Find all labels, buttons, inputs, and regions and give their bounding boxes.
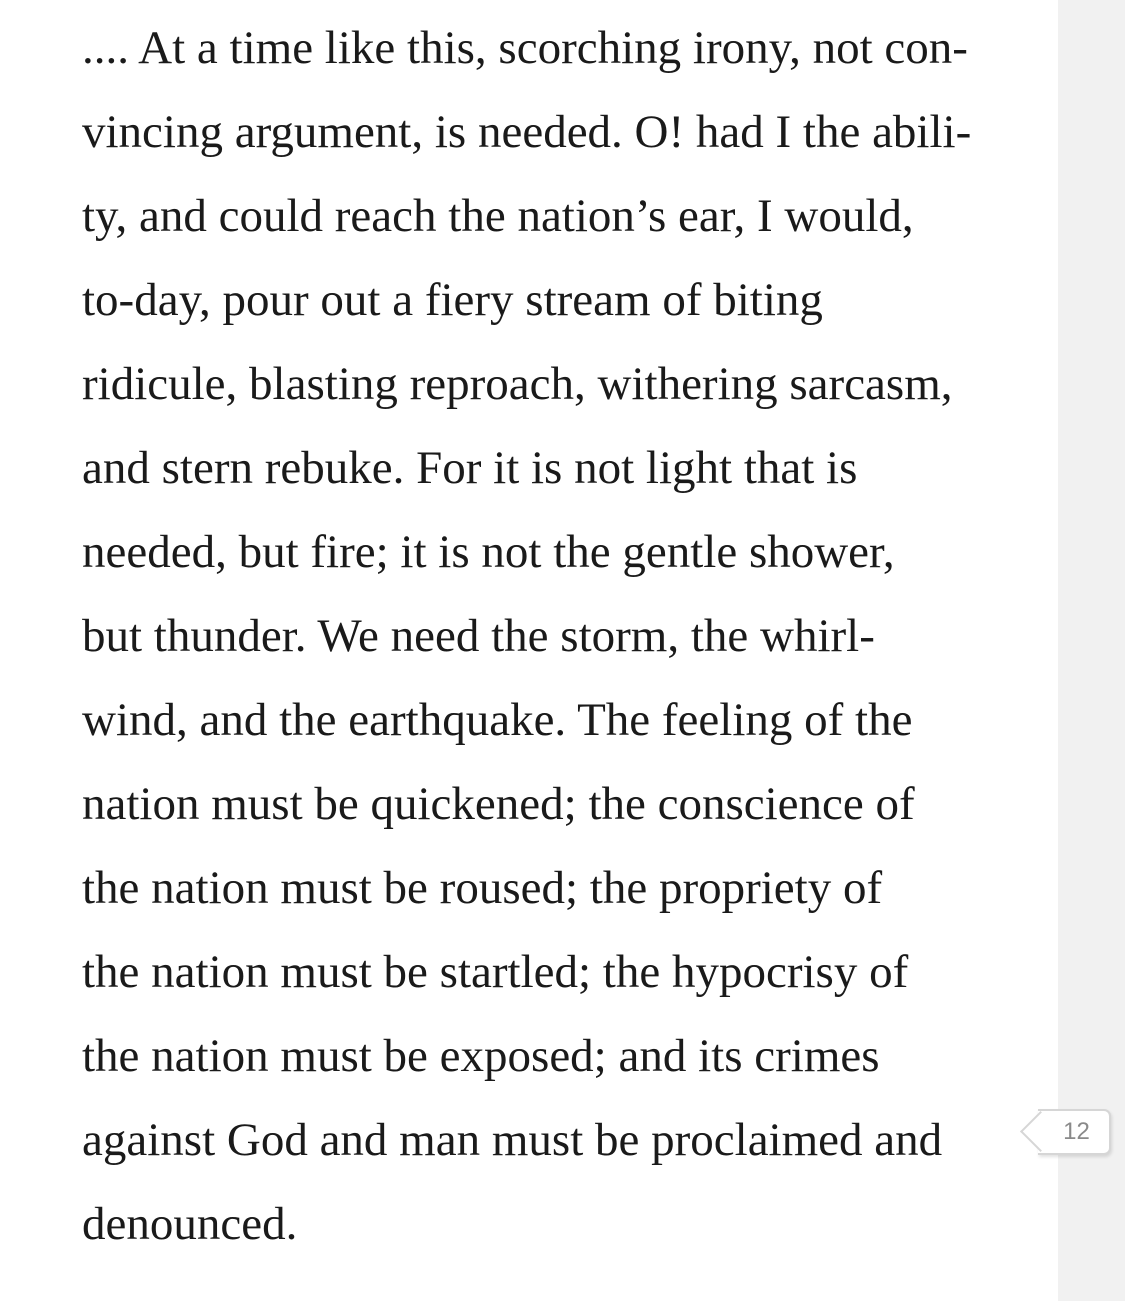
text-line: needed, but fire; it is not the gentle shower, xyxy=(82,526,895,578)
text-line: denounced. xyxy=(82,1198,298,1250)
text-line: but thunder. We need the storm, the whirl- xyxy=(82,610,875,662)
text-line: ty, and could reach the nation’s ear, I would, xyxy=(82,190,914,242)
text-line: and stern rebuke. For it is not light that is xyxy=(82,442,858,494)
margin-strip xyxy=(1058,0,1125,1301)
text-line: wind, and the earthquake. The feeling of the xyxy=(82,694,913,746)
text-line: the nation must be roused; the propriety of xyxy=(82,862,883,914)
text-line: against God and man must be proclaimed and xyxy=(82,1114,943,1166)
text-line: vincing argument, is needed. O! had I the abili- xyxy=(82,106,972,158)
text-line: to-day, pour out a fiery stream of biting xyxy=(82,274,823,326)
text-line: .... At a time like this, scorching irony, not con- xyxy=(82,22,968,74)
text-line: nation must be quickened; the conscience of xyxy=(82,778,915,830)
highlight-count-badge[interactable] xyxy=(1038,1109,1111,1155)
text-line: the nation must be startled; the hypocrisy of xyxy=(82,946,909,998)
highlight-count-label: 12 xyxy=(1063,1118,1090,1145)
text-line: ridicule, blasting reproach, withering sarcasm, xyxy=(82,358,953,410)
text-line: the nation must be exposed; and its crimes xyxy=(82,1030,880,1082)
